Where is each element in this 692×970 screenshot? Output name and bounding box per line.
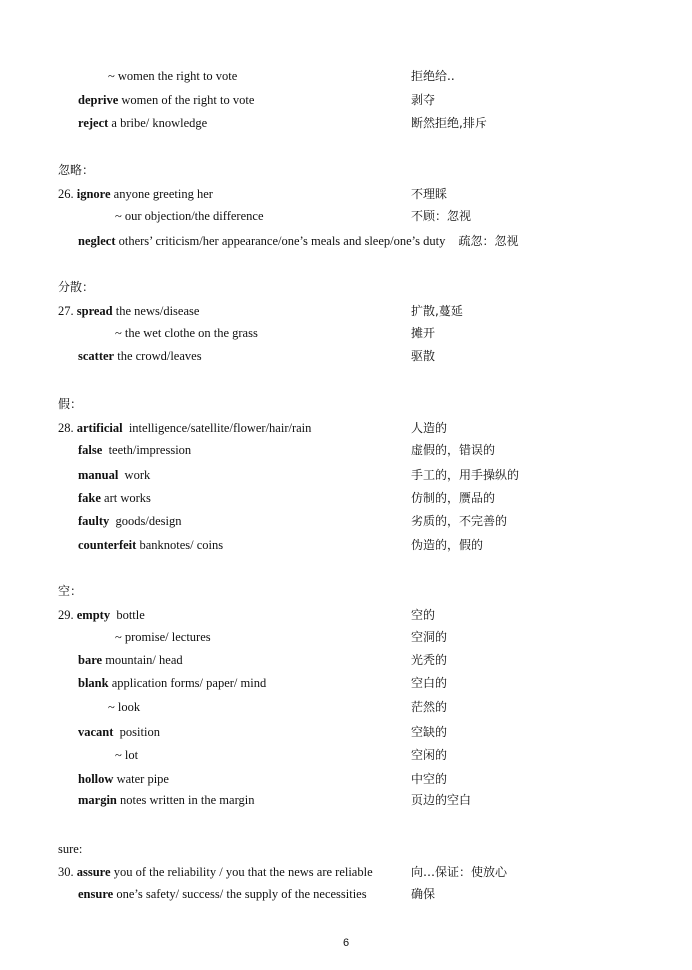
- usage-text: goods/design: [109, 514, 182, 528]
- entry-number: 29.: [58, 608, 77, 622]
- usage-text: mountain/ head: [102, 653, 183, 667]
- translation: 空的: [411, 608, 436, 622]
- headword: deprive: [78, 93, 119, 107]
- section-heading-ignore: 忽略：: [58, 163, 95, 177]
- headword: manual: [78, 468, 119, 482]
- headword: artificial: [76, 421, 123, 435]
- translation: 空洞的: [411, 630, 448, 644]
- translation: 驱散: [411, 349, 436, 363]
- usage-text: water pipe: [113, 772, 169, 786]
- translation: 虚假的，错误的: [411, 443, 496, 457]
- entry-line: [78, 348, 202, 364]
- entry-number: 27.: [58, 304, 77, 318]
- section-heading-empty: 空：: [58, 584, 83, 598]
- usage-text: banknotes/ coins: [136, 538, 224, 552]
- translation: 剥夺: [411, 93, 436, 107]
- translation: 不顾：忽视: [411, 209, 472, 223]
- translation: 不理睬: [411, 187, 448, 201]
- entry-line: [58, 607, 145, 623]
- entry-number: 26.: [58, 187, 77, 201]
- headword: faulty: [78, 514, 110, 528]
- entry-line: [78, 792, 254, 808]
- usage-text: ~ promise/ lectures: [115, 630, 211, 644]
- section-heading-scatter: 分散：: [58, 280, 95, 294]
- section-heading-fake: 假：: [58, 397, 83, 411]
- translation: 茫然的: [411, 700, 448, 714]
- usage-text: position: [113, 725, 160, 739]
- usage-text: intelligence/satellite/flower/hair/rain: [122, 421, 312, 435]
- usage-text: one’s safety/ success/ the supply of the necessities: [113, 887, 367, 901]
- translation: 断然拒绝,排斥: [411, 116, 487, 130]
- usage-text: anyone greeting her: [110, 187, 213, 201]
- translation: 空缺的: [411, 725, 448, 739]
- headword: neglect: [78, 234, 116, 248]
- entry-line: [78, 537, 223, 553]
- usage-text: the crowd/leaves: [114, 349, 202, 363]
- headword: blank: [78, 676, 109, 690]
- translation: 空白的: [411, 676, 448, 690]
- translation: 拒绝给..: [411, 69, 455, 83]
- headword: vacant: [78, 725, 114, 739]
- translation: 扩散,蔓延: [411, 304, 463, 318]
- usage-text: ~ look: [108, 700, 141, 714]
- page-number: 6: [342, 937, 350, 949]
- entry-line: [78, 771, 169, 787]
- translation: 伪造的，假的: [411, 538, 484, 552]
- headword: bare: [78, 653, 103, 667]
- translation: 光秃的: [411, 653, 448, 667]
- entry-line: [78, 467, 150, 483]
- headword: ignore: [76, 187, 111, 201]
- usage-text: ~ lot: [115, 748, 139, 762]
- section-heading-sure: sure:: [58, 842, 83, 856]
- usage-text: ~ the wet clothe on the grass: [115, 326, 258, 340]
- entry-line: [58, 303, 199, 319]
- entry-line: [78, 675, 266, 691]
- entry-number: 28.: [58, 421, 77, 435]
- headword: counterfeit: [78, 538, 137, 552]
- usage-text: you of the reliability / you that the news are reliable: [110, 865, 373, 879]
- headword: hollow: [78, 772, 114, 786]
- usage-text: the news/disease: [112, 304, 200, 318]
- usage-text: ~ women the right to vote: [108, 69, 238, 83]
- entry-line: [78, 513, 181, 529]
- usage-text: others’ criticism/her appearance/one’s meals and sleep/one’s duty: [115, 234, 446, 248]
- entry-line: [115, 629, 211, 645]
- usage-text: notes written in the margin: [116, 793, 255, 807]
- entry-line: [78, 490, 151, 506]
- headword: spread: [76, 304, 113, 318]
- usage-text: application forms/ paper/ mind: [108, 676, 267, 690]
- entry-line: [115, 325, 258, 341]
- translation: 确保: [411, 887, 436, 901]
- translation: 中空的: [411, 772, 448, 786]
- translation: 仿制的，赝品的: [411, 491, 496, 505]
- translation: 劣质的，不完善的: [411, 514, 508, 528]
- usage-text: teeth/impression: [102, 443, 192, 457]
- entry-line: [108, 699, 140, 715]
- headword: reject: [78, 116, 109, 130]
- usage-text: bottle: [110, 608, 145, 622]
- entry-line: [115, 747, 138, 763]
- translation: 摊开: [411, 326, 436, 340]
- entry-line: [58, 420, 311, 436]
- entry-line: [58, 864, 373, 880]
- entry-line: [78, 442, 191, 458]
- usage-text: a bribe/ knowledge: [108, 116, 208, 130]
- entry-line: [78, 115, 207, 131]
- entry-line: [78, 886, 367, 902]
- usage-text: work: [118, 468, 151, 482]
- translation: 页边的空白: [411, 793, 472, 807]
- entry-neglect: [78, 233, 518, 249]
- translation: 手工的，用手操纵的: [411, 468, 520, 482]
- translation: 向…保证：使放心: [411, 865, 508, 879]
- headword: fake: [78, 491, 101, 505]
- headword: margin: [78, 793, 117, 807]
- translation: 疏忽：忽视: [458, 234, 519, 248]
- headword: assure: [76, 865, 111, 879]
- entry-line: [78, 652, 183, 668]
- entry-line: [58, 186, 213, 202]
- entry-line: [78, 92, 254, 108]
- usage-text: art works: [100, 491, 151, 505]
- headword: scatter: [78, 349, 115, 363]
- entry-line: [78, 724, 160, 740]
- translation: 人造的: [411, 421, 448, 435]
- entry-line: [108, 68, 237, 84]
- translation: 空闲的: [411, 748, 448, 762]
- usage-text: women of the right to vote: [118, 93, 255, 107]
- entry-line: [115, 208, 264, 224]
- usage-text: ~ our objection/the difference: [115, 209, 264, 223]
- entry-number: 30.: [58, 865, 77, 879]
- headword: false: [78, 443, 103, 457]
- headword: empty: [76, 608, 111, 622]
- headword: ensure: [78, 887, 114, 901]
